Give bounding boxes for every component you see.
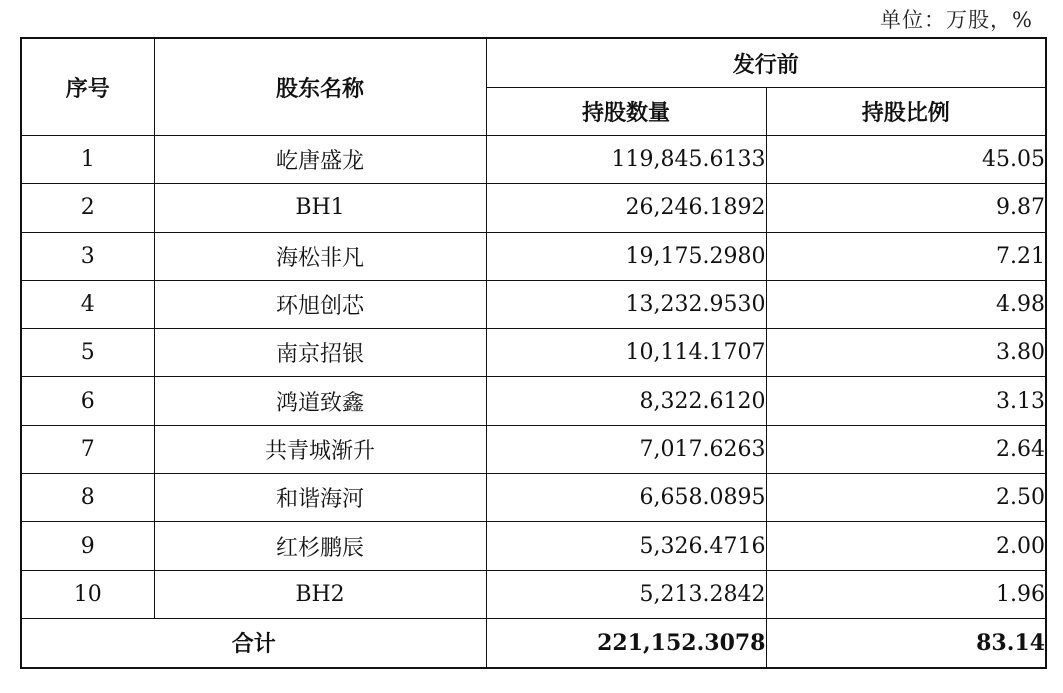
row-index: 1 — [21, 136, 154, 184]
header-index: 序号 — [21, 38, 154, 136]
holding-ratio: 2.50 — [766, 474, 1046, 522]
holding-ratio: 9.87 — [766, 184, 1046, 232]
shares-held: 5,213.2842 — [486, 570, 766, 618]
shareholder-name: 环旭创芯 — [154, 280, 486, 328]
shares-held: 13,232.9530 — [486, 280, 766, 328]
shareholder-name: BH2 — [154, 570, 486, 618]
shares-held: 10,114.1707 — [486, 329, 766, 377]
holding-ratio: 4.98 — [766, 280, 1046, 328]
table-row — [21, 232, 1046, 280]
shares-held: 119,845.6133 — [486, 136, 766, 184]
table-row — [21, 280, 1046, 328]
shareholder-name: 和谐海河 — [154, 474, 486, 522]
total-shares: 221,152.3078 — [486, 618, 766, 668]
shareholder-name: 红杉鹏辰 — [154, 522, 486, 570]
shareholder-name: 海松非凡 — [154, 232, 486, 280]
shares-held: 8,322.6120 — [486, 377, 766, 425]
holding-ratio: 2.64 — [766, 425, 1046, 473]
shareholder-name: 屹唐盛龙 — [154, 136, 486, 184]
header-shareholder-name: 股东名称 — [154, 38, 486, 136]
row-index: 2 — [21, 184, 154, 232]
shares-held: 19,175.2980 — [486, 232, 766, 280]
table-row — [21, 136, 1046, 184]
shares-held: 7,017.6263 — [486, 425, 766, 473]
shares-held: 6,658.0895 — [486, 474, 766, 522]
shareholder-name: BH1 — [154, 184, 486, 232]
table-row — [21, 474, 1046, 522]
table-row — [21, 522, 1046, 570]
total-label: 合计 — [21, 618, 486, 668]
holding-ratio: 3.80 — [766, 329, 1046, 377]
header-holding-ratio: 持股比例 — [766, 88, 1046, 136]
holding-ratio: 45.05 — [766, 136, 1046, 184]
table-row — [21, 425, 1046, 473]
row-index: 3 — [21, 232, 154, 280]
table-row — [21, 329, 1046, 377]
unit-note: 单位：万股，% — [880, 8, 1033, 32]
shareholder-name: 共青城渐升 — [154, 425, 486, 473]
holding-ratio: 3.13 — [766, 377, 1046, 425]
total-row — [21, 618, 1046, 668]
row-index: 7 — [21, 425, 154, 473]
holding-ratio: 1.96 — [766, 570, 1046, 618]
table-row — [21, 377, 1046, 425]
row-index: 8 — [21, 474, 154, 522]
shares-held: 26,246.1892 — [486, 184, 766, 232]
row-index: 4 — [21, 280, 154, 328]
total-ratio: 83.14 — [766, 618, 1046, 668]
header-pre-issuance: 发行前 — [486, 38, 1046, 88]
shareholder-table — [20, 37, 1047, 669]
shareholder-name: 南京招银 — [154, 329, 486, 377]
row-index: 5 — [21, 329, 154, 377]
row-index: 10 — [21, 570, 154, 618]
shareholder-name: 鸿道致鑫 — [154, 377, 486, 425]
table-row — [21, 570, 1046, 618]
row-index: 6 — [21, 377, 154, 425]
header-shares-held: 持股数量 — [486, 88, 766, 136]
holding-ratio: 7.21 — [766, 232, 1046, 280]
row-index: 9 — [21, 522, 154, 570]
holding-ratio: 2.00 — [766, 522, 1046, 570]
shares-held: 5,326.4716 — [486, 522, 766, 570]
table-row — [21, 184, 1046, 232]
